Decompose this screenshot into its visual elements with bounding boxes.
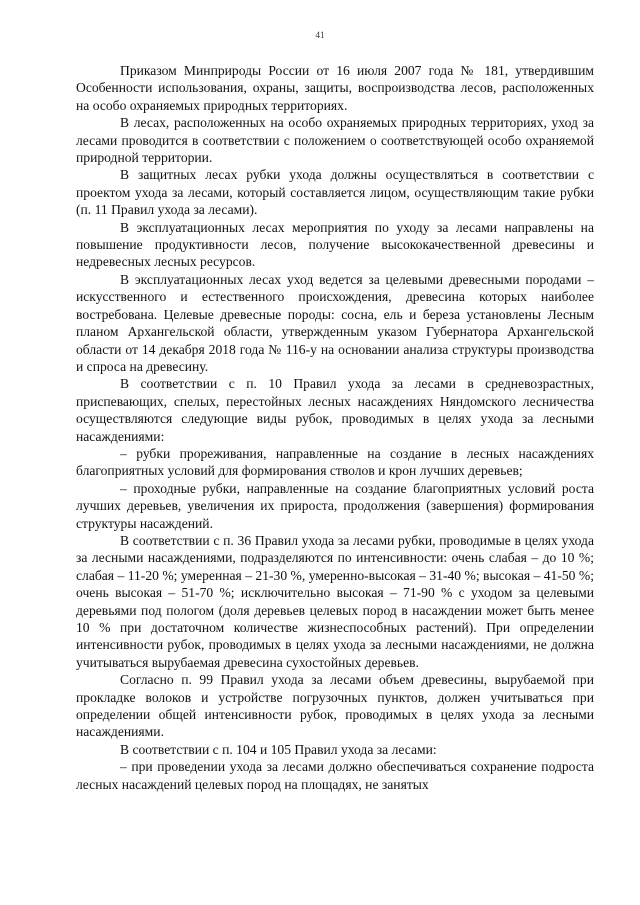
paragraph: В лесах, расположенных на особо охраняемых природных территориях, уход за лесами проводится в соответствии с положением о соответствующей особо охраняемой природной территории. [76,115,594,166]
list-item: – рубки прореживания, направленные на создание в лесных насаждениях благоприятных условий для формирования стволов и крон лучших деревьев; [76,445,594,479]
paragraph: В соответствии с п. 10 Правил ухода за лесами в средневозрастных, приспевающих, спелых, перестойных лесных насаждениях Няндомского лесничества осуществляются следующие виды рубок, проводимых в целях ухода за лесными насаждениями: [76,376,594,444]
paragraph: В эксплуатационных лесах мероприятия по уходу за лесами направлены на повышение продуктивности лесов, получение высококачественной древесины и недревесных лесных ресурсов. [76,219,594,270]
list-item: – при проведении ухода за лесами должно обеспечиваться сохранение подроста лесных насаждений целевых пород на площадях, не занятых [76,759,594,792]
list-item: – проходные рубки, направленные на создание благоприятных условий роста лучших деревьев, увеличения их прироста, продолжения (завершения) формирования структуры насаждений. [76,480,594,531]
paragraph: Приказом Минприроды России от 16 июля 2007 года № 181, утвердившим Особенности использования, охраны, защиты, воспроизводства лесов, расположенных на особо охраняемых природных территориях. [76,63,594,113]
paragraph: В защитных лесах рубки ухода должны осуществляться в соответствии с проектом ухода за лесами, который составляется лицом, осуществляющим такие рубки (п. 11 Правил ухода за лесами). [76,167,594,218]
paragraph: В соответствии с п. 104 и 105 Правил ухода за лесами: [120,741,437,757]
paragraph: Согласно п. 99 Правил ухода за лесами объем древесины, вырубаемой при прокладке волоков и устройстве погрузочных пунктов, должен учитываться при определении общей интенсивности рубок, проводимых в целях ухода за лесными насаждениями. [76,672,594,740]
paragraph: В соответствии с п. 36 Правил ухода за лесами рубки, проводимые в целях ухода за лесными насаждениями, подразделяются по интенсивности: очень слабая – до 10 %; слабая – 11-20 %; умеренная – 21-30 %, умеренно-высокая – 31-40 %; высокая – 41-50 %; очень высокая – 51-70 %; исключительно высокая – 71-90 % с уходом за целевыми деревьями под пологом (доля деревьев целевых пород в насаждении может быть менее 10 % при достаточном количестве жизнеспособных растений). При определении интенсивности рубок, проводимых в целях ухода за лесными насаждениями, не должна учитываться вырубаемая древесина сухостойных деревьев. [76,532,594,670]
document-body [76,62,594,793]
paragraph: В эксплуатационных лесах уход ведется за целевыми древесными породами – искусственного и естественного происхождения, древесина которых наиболее востребована. Целевые древесные породы: сосна, ель и береза установлены Лесным планом Архангельской области, утвержденным указом Губернатора Архангельской области от 14 декабря 2018 года № 116-у на основании анализа структуры производства и спроса на древесину. [76,271,594,374]
page-number: 41 [315,30,325,40]
